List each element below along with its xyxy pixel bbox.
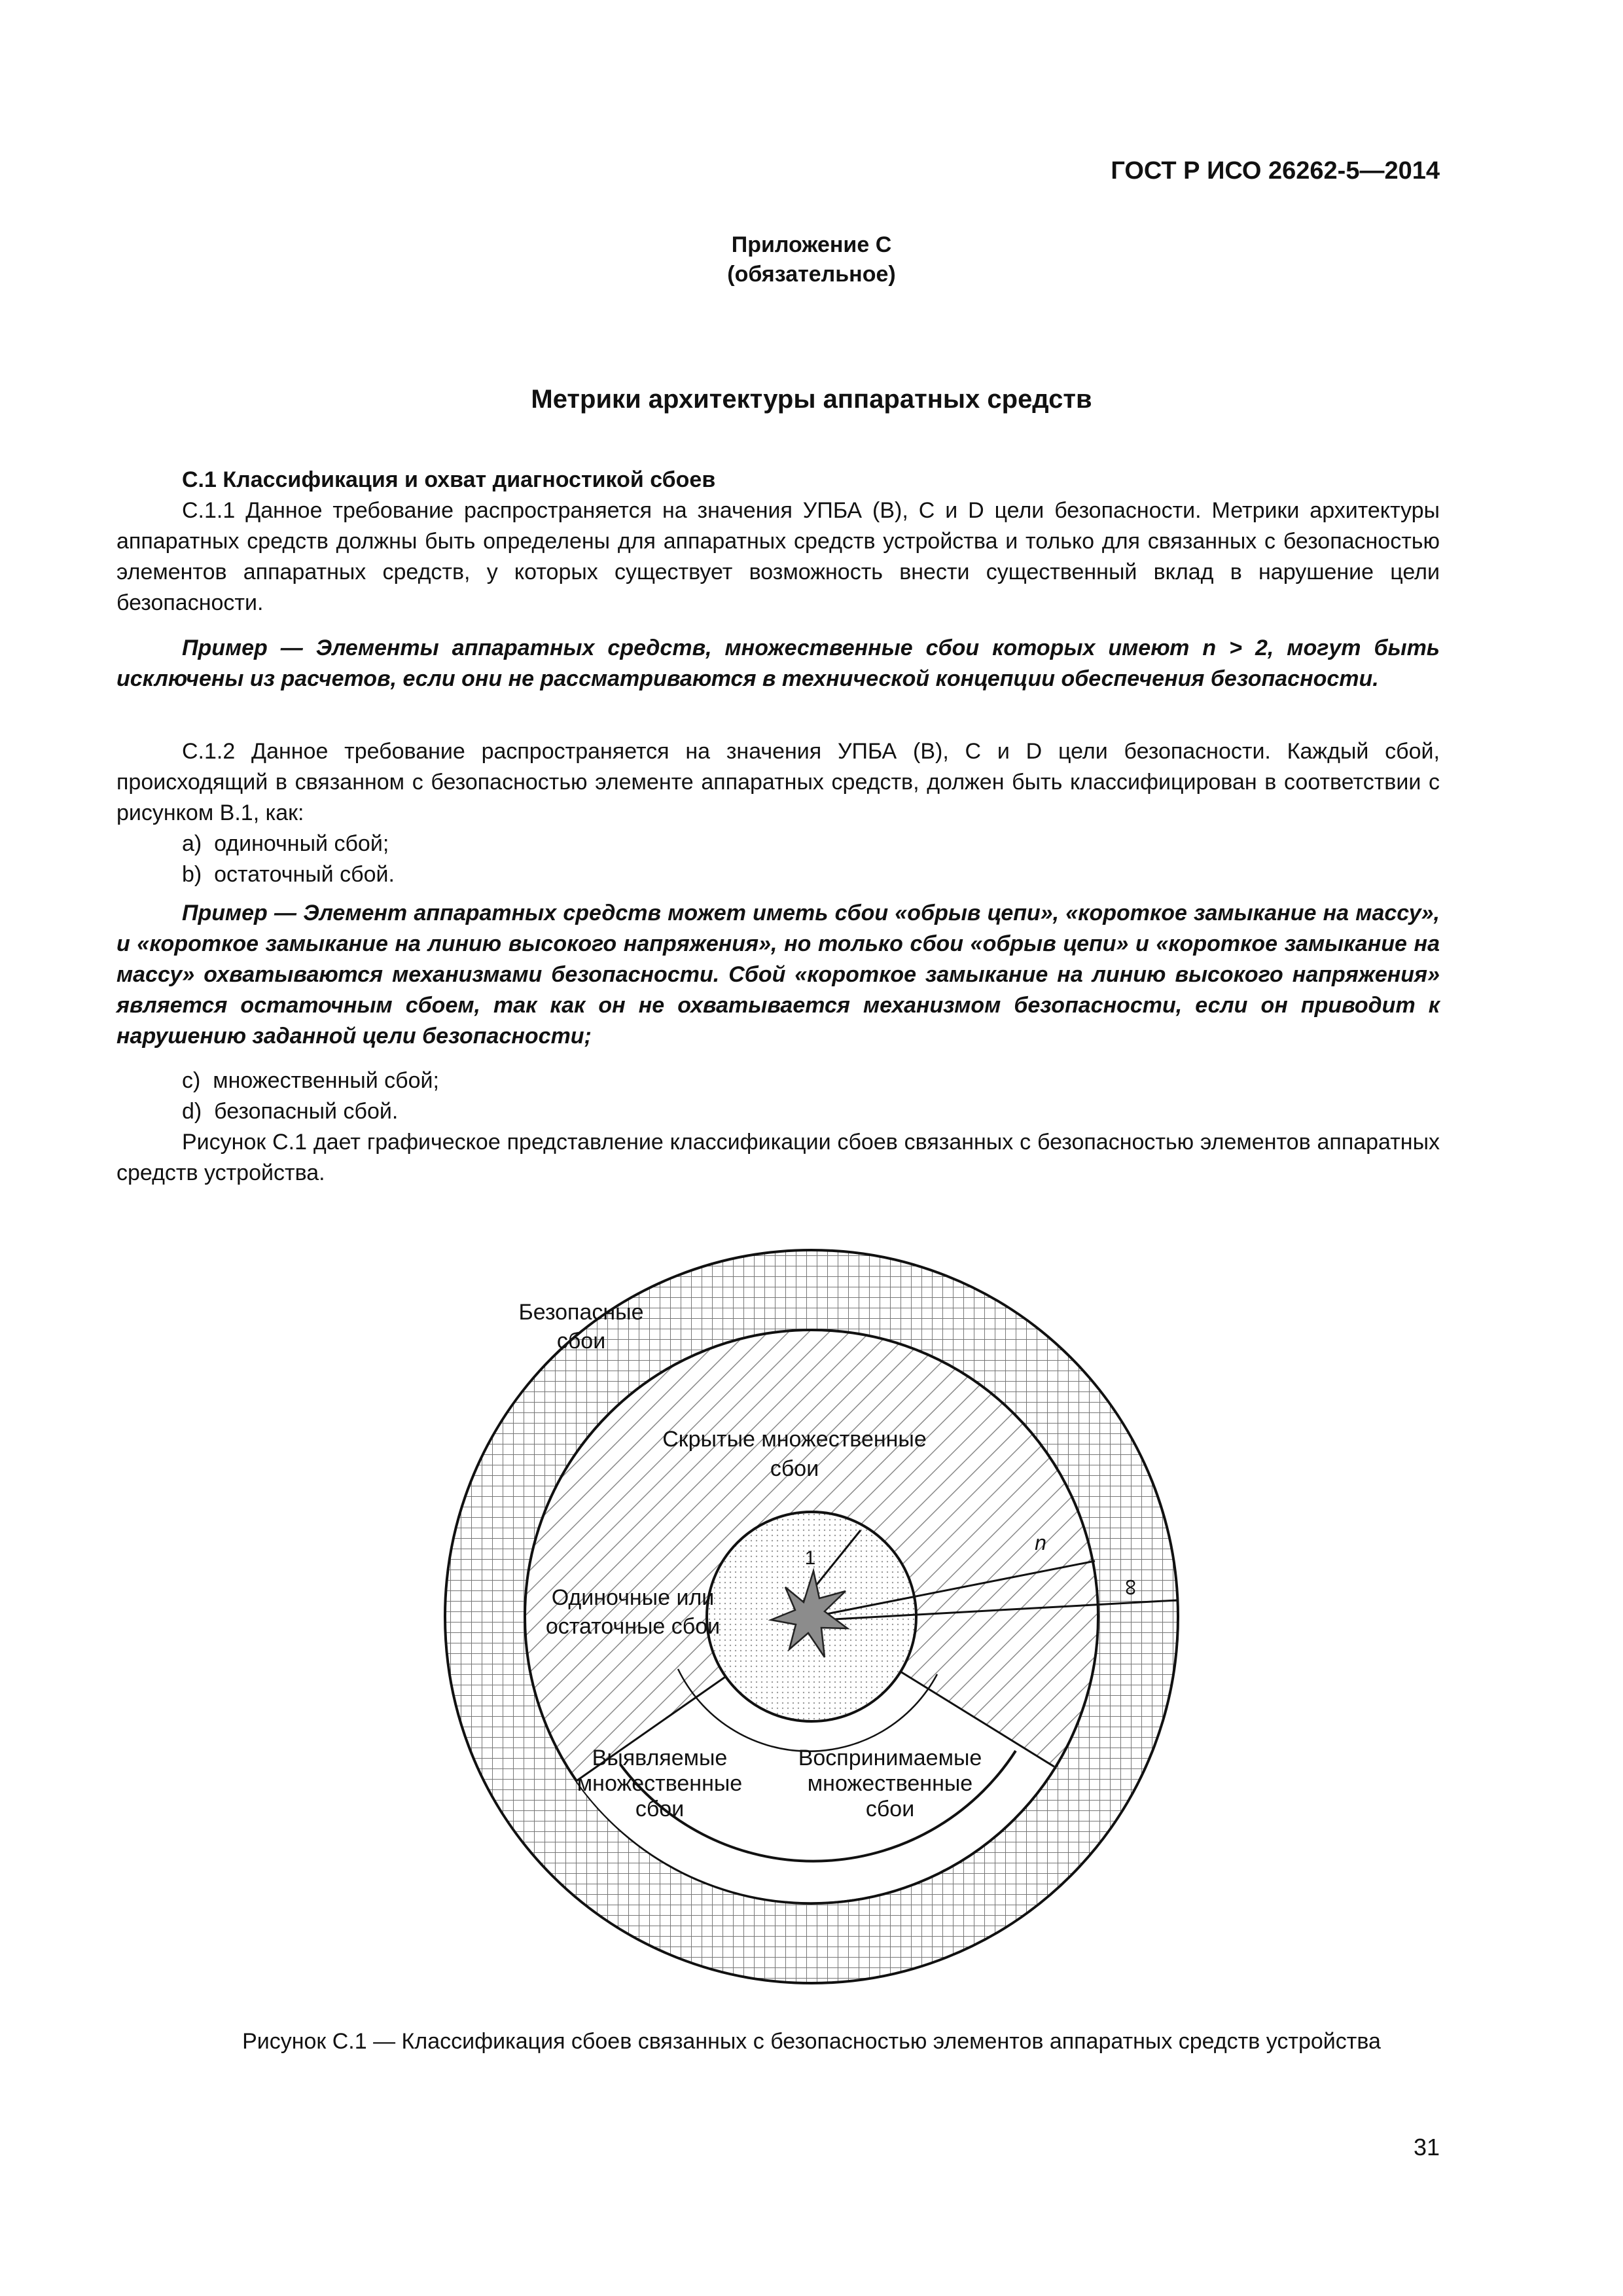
section-heading: С.1 Классификация и охват диагностикой сбоев	[182, 467, 716, 492]
label-detected-3: сбои	[635, 1797, 685, 1821]
label-radius-n: n	[1035, 1531, 1046, 1554]
label-perceived-2: множественные	[807, 1771, 973, 1796]
list-text: множественный сбой;	[213, 1068, 439, 1093]
list-marker: a)	[182, 831, 202, 856]
label-safe-2: сбои	[556, 1329, 606, 1354]
example-1: Пример — Элементы аппаратных средств, множественные сбои которых имеют n > 2, могут быть исключены из расчетов, если они не рассматриваются в технической концепции обеспечения безопасности.	[116, 636, 1440, 691]
paragraph-c11: С.1.1 Данное требование распространяется на значения УПБА (В), С и D цели безопасности. Метрики архитектуры аппаратных средств должны быть определены для аппаратных средств устройства и только для связанных с безопасностью элементов аппаратных средств, у которых существует возможность внести существенный вклад в нарушение цели безопасности.	[116, 498, 1440, 615]
appendix-title: Приложение С	[731, 232, 892, 257]
list-item	[182, 1096, 398, 1127]
page-number: 31	[1413, 2134, 1440, 2161]
list-marker: c)	[182, 1068, 201, 1093]
example-2: Пример — Элемент аппаратных средств может иметь сбои «обрыв цепи», «короткое замыкание на массу», и «короткое замыкание на линию высокого напряжения», но только сбои «обрыв цепи» и «короткое замыкание на массу» охватываются механизмами безопасности. Сбой «короткое замыкание на линию высокого напряжения» является остаточным сбоем, так как он не охватывается механизмом безопасности, если он приводит к нарушению заданной цели безопасности;	[116, 901, 1440, 1049]
page-title: Метрики архитектуры аппаратных средств	[531, 385, 1092, 414]
label-single-2: остаточные сбои	[545, 1614, 721, 1639]
label-perceived-3: сбои	[865, 1797, 915, 1821]
label-radius-infinity: ∞	[1116, 1579, 1143, 1596]
label-detected-1: Выявляемые	[592, 1746, 728, 1770]
label-detected-2: множественные	[577, 1771, 743, 1796]
list-marker: d)	[182, 1099, 202, 1124]
label-safe-1: Безопасные	[518, 1300, 644, 1325]
fault-classification-diagram	[366, 1224, 1257, 1996]
label-radius-1: 1	[804, 1547, 816, 1569]
label-single-1: Одиночные или	[551, 1585, 715, 1610]
appendix-status: (обязательное)	[727, 262, 896, 287]
list-marker: b)	[182, 862, 202, 887]
label-latent-1: Скрытые множественные	[662, 1427, 927, 1452]
document-id: ГОСТ Р ИСО 26262-5—2014	[1111, 157, 1440, 185]
list-text: безопасный сбой.	[214, 1099, 399, 1124]
label-perceived-1: Воспринимаемые	[798, 1746, 982, 1770]
label-latent-2: сбои	[770, 1456, 819, 1481]
list-text: одиночный сбой;	[214, 831, 389, 856]
figure-caption: Рисунок С.1 — Классификация сбоев связанных с безопасностью элементов аппаратных средств устройства	[242, 2029, 1381, 2054]
paragraph-figure-ref: Рисунок С.1 дает графическое представление классификации сбоев связанных с безопасностью элементов аппаратных средств устройства.	[116, 1130, 1440, 1185]
list-item	[182, 1066, 439, 1096]
list-item	[182, 829, 389, 859]
list-item	[182, 859, 395, 890]
list-text: остаточный сбой.	[214, 862, 395, 887]
paragraph-c12: С.1.2 Данное требование распространяется на значения УПБА (В), С и D цели безопасности. Каждый сбой, происходящий в связанном с безопасностью элементе аппаратных средств, должен быть классифицирован в соответствии с рисунком В.1, как:	[116, 739, 1440, 825]
